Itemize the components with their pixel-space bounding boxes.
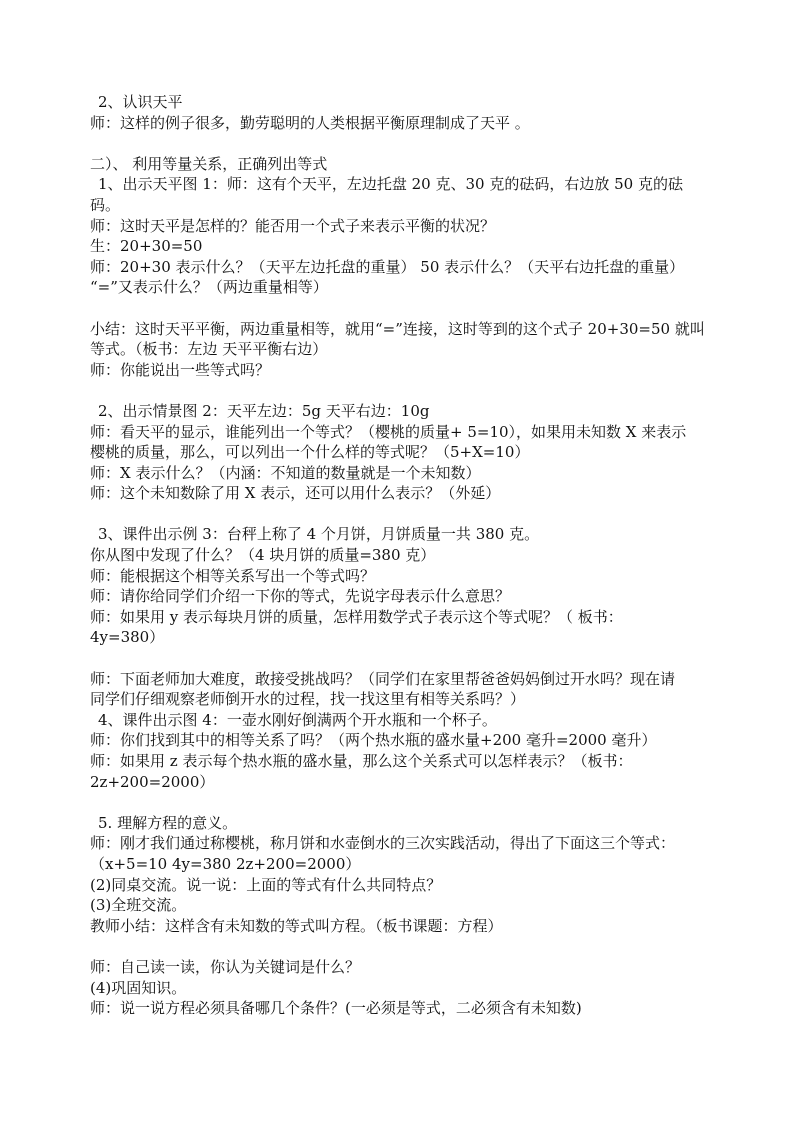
text-line: 生：20+30=50 (90, 237, 203, 256)
text-line: 师：你能说出一些等式吗？ (90, 360, 271, 379)
text-line: 师：你们找到其中的相等关系了吗？（两个热水瓶的盛水量+200 毫升=2000 毫升） (90, 731, 657, 750)
section-heading: 2、认识天平 (98, 93, 183, 111)
text-line: (4)巩固知识。 (90, 978, 187, 997)
text-line: 师：X 表示什么？（内涵：不知道的数量就是一个未知数） (90, 463, 481, 482)
text-line: (3)全班交流。 (90, 896, 187, 915)
text-line: 1、出示天平图 1：师：这有个天平，左边托盘 20 克、30 克的砝码，右边放 50 克的砝 (98, 175, 683, 194)
section-heading: 2、出示情景图 2：天平左边：5g 天平右边：10g (98, 401, 430, 420)
text-line: 师：这样的例子很多，勤劳聪明的人类根据平衡原理制成了天平 。 (90, 113, 530, 132)
text-line: 师：这时天平是怎样的？能否用一个式子来表示平衡的状况？ (90, 216, 496, 235)
section-heading: 3、课件出示例 3：台秤上称了 4 个月饼，月饼质量一共 380 克。 (98, 525, 540, 544)
text-line: 师：下面老师加大难度，敢接受挑战吗？（同学们在家里帮爸爸妈妈倒过开水吗？现在请 (90, 669, 676, 688)
text-line: 2z+200=2000） (90, 772, 215, 791)
text-line: 师：看天平的显示，谁能列出一个等式？（樱桃的质量+ 5=10），如果用未知数 X 来表示 (90, 422, 687, 441)
blank-line (90, 133, 730, 154)
text-line: 师：说一说方程必须具备哪几个条件？(一必须是等式，二必须含有未知数) (90, 999, 582, 1018)
text-line: 码。 (90, 195, 121, 214)
text-line: “=”又表示什么？（两边重量相等） (90, 278, 328, 297)
text-line: 师：能根据这个相等关系写出一个等式吗？ (90, 566, 376, 585)
blank-line (90, 936, 730, 957)
text-line: 师：20+30 表示什么？（天平左边托盘的重量） 50 表示什么？（天平右边托盘的重量） (90, 257, 685, 276)
text-line: (2)同桌交流。说一说：上面的等式有什么共同特点？ (90, 875, 442, 894)
section-heading: 4、课件出示图 4：一壶水刚好倒满两个开水瓶和一个杯子。 (98, 710, 497, 729)
blank-line (90, 380, 730, 401)
text-line: 小结：这时天平平衡，两边重量相等，就用“=”连接，这时等到的这个式子 20+30=50 就叫 (90, 319, 705, 338)
text-line: 师：如果用 y 表示每块月饼的质量，怎样用数学式子表示这个等式呢？（ 板书： (90, 607, 623, 626)
blank-line (90, 648, 730, 669)
section-heading: 5. 理解方程的意义。 (98, 813, 238, 832)
text-line: 教师小结：这样含有未知数的等式叫方程。（板书课题：方程） (90, 916, 503, 935)
text-line: 樱桃的质量，那么，可以列出一个什么样的等式呢？（5+X=10） (90, 443, 530, 462)
text-line: 你从图中发现了什么？（4 块月饼的质量=380 克） (90, 546, 436, 565)
blank-line (90, 792, 730, 813)
text-line: （x+5=10 4y=380 2z+200=2000） (90, 854, 361, 873)
blank-line (90, 298, 730, 319)
document-page (90, 92, 730, 1019)
blank-line (90, 504, 730, 525)
text-line: 4y=380） (90, 628, 165, 647)
text-line: 师：刚才我们通过称樱桃，称月饼和水壶倒水的三次实践活动，得出了下面这三个等式： (90, 834, 676, 853)
text-line: 师：请你给同学们介绍一下你的等式，先说字母表示什么意思？ (90, 587, 511, 606)
text-line: 师：自己读一读，你认为关键词是什么？ (90, 957, 361, 976)
text-line: 师：这个未知数除了用 X 表示，还可以用什么表示？（外延） (90, 484, 501, 503)
text-line: 师：如果用 z 表示每个热水瓶的盛水量，那么这个关系式可以怎样表示？（板书： (90, 752, 633, 770)
text-line: 等式。（板书：左边 天平平衡右边） (90, 340, 328, 359)
text-line: 同学们仔细观察老师倒开水的过程，找一找这里有相等关系吗？） (90, 690, 526, 709)
section-heading: 二）、 利用等量关系，正确列出等式 (90, 154, 328, 173)
